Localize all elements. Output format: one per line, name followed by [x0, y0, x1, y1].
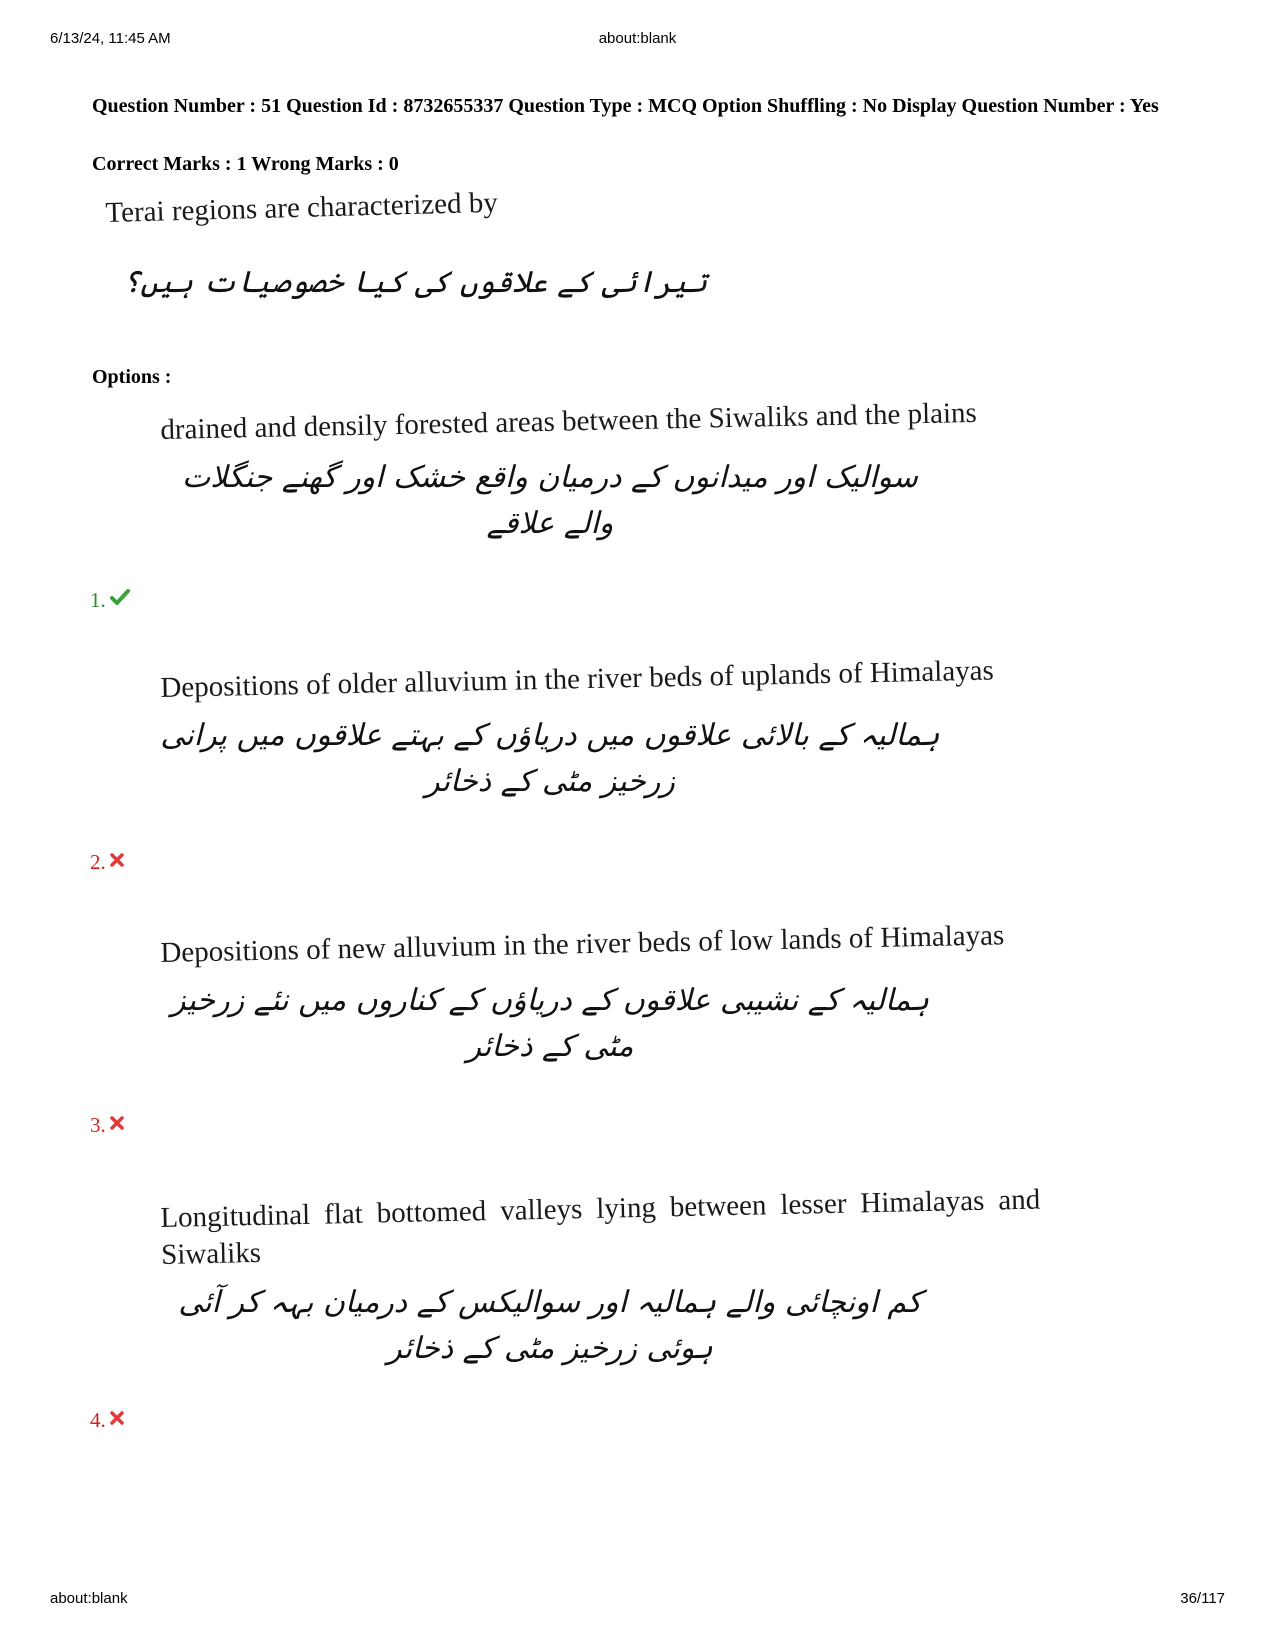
print-url-header: about:blank [598, 30, 677, 47]
question-text-english: Terai regions are characterized by [105, 186, 499, 229]
option-3-number: 3. [90, 1113, 106, 1137]
option-3-image [160, 919, 1060, 1125]
cross-icon [106, 850, 124, 874]
option-2-image [160, 654, 1060, 860]
question-image [105, 186, 865, 345]
question-text-urdu: تیرائی کے علاقوں کی کیا خصوصیات ہیں؟ [122, 265, 708, 300]
print-datetime: 6/13/24, 11:45 AM [50, 30, 171, 47]
option-2-number: 2. [90, 850, 106, 874]
option-2-marker [90, 850, 124, 875]
option-3-marker [90, 1113, 124, 1138]
option-1-text-english: drained and densily forested areas between the Siwaliks and the plains [160, 396, 978, 446]
option-4-image [160, 1183, 1060, 1410]
option-1-marker [90, 588, 130, 613]
check-icon [106, 588, 130, 612]
option-4-number: 4. [90, 1408, 106, 1432]
question-marks: Correct Marks : 1 Wrong Marks : 0 [92, 153, 399, 175]
option-1-number: 1. [90, 588, 106, 612]
option-3-text-english: Depositions of new alluvium in the river beds of low lands of Himalayas [160, 919, 1005, 969]
page-number: 36/117 [1180, 1590, 1225, 1607]
cross-icon [106, 1408, 124, 1432]
option-2-text-english: Depositions of older alluvium in the river beds of uplands of Himalayas [160, 654, 995, 704]
option-4-text-english: Longitudinal flat bottomed valleys lying between lesser Himalayas and Siwaliks [160, 1183, 1041, 1271]
question-meta: Question Number : 51 Question Id : 8732655337 Question Type : MCQ Option Shuffling : No Display Question Number : Yes [92, 95, 1159, 117]
option-4-marker [90, 1408, 124, 1433]
print-url-footer: about:blank [50, 1590, 128, 1607]
option-4-text-urdu: کم اونچائی والے ہمالیہ اور سوالیکس کے درمیان بہہ کر آئی ہوئی زرخیز مٹی کے ذخائر [178, 1285, 922, 1366]
cross-icon [106, 1113, 124, 1137]
option-1-image [160, 396, 1060, 602]
option-1-text-urdu: سوالیک اور میدانوں کے درمیان واقع خشک اور گھنے جنگلات والے علاقے [182, 460, 918, 541]
option-3-text-urdu: ہمالیہ کے نشیبی علاقوں کے دریاؤں کے کناروں میں نئے زرخیز مٹی کے ذخائر [170, 983, 930, 1064]
option-2-text-urdu: ہمالیہ کے بالائی علاقوں میں دریاؤں کے بہتے علاقوں میں پرانی زرخیز مٹی کے ذخائر [160, 718, 940, 799]
options-label: Options : [92, 366, 172, 388]
